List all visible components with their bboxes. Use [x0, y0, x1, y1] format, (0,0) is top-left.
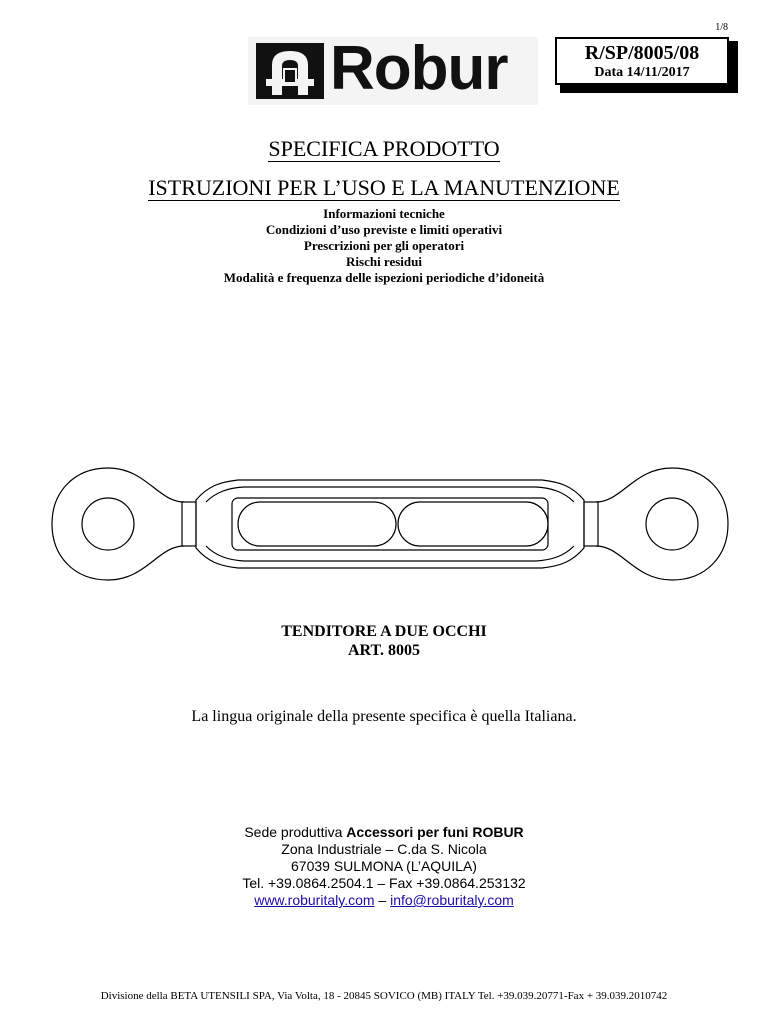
- address-block: [0, 824, 768, 909]
- page-footer: Divisione della BETA UTENSILI SPA, Via Volta, 18 - 20845 SOVICO (MB) ITALY Tel. +39.039.20771-Fax + 39.039.2010742: [100, 990, 668, 1002]
- topic-item: Informazioni tecniche: [323, 206, 445, 221]
- page-title: SPECIFICA PRODOTTO: [268, 136, 500, 161]
- product-name: TENDITORE A DUE OCCHI: [281, 623, 487, 640]
- address-line-4: Tel. +39.0864.2504.1 – Fax +39.0864.253132: [242, 875, 526, 891]
- company-name: Accessori per funi ROBUR: [346, 824, 524, 840]
- turnbuckle-drawing-icon: [48, 462, 732, 586]
- doc-reference-box: [555, 37, 729, 85]
- address-links: www.roburitaly.com – info@roburitaly.com: [254, 892, 514, 908]
- robur-logo: [248, 34, 538, 105]
- language-note: La lingua originale della presente specifica è quella Italiana.: [191, 708, 577, 725]
- doc-code: R/SP/8005/08: [584, 42, 700, 64]
- topic-item: Rischi residui: [346, 254, 422, 269]
- topic-item: Condizioni d’uso previste e limiti operativi: [265, 222, 503, 237]
- logo-wordmark: Robur: [330, 34, 508, 103]
- website-link[interactable]: www.roburitaly.com: [254, 892, 375, 908]
- page-subtitle: ISTRUZIONI PER L’USO E LA MANUTENZIONE: [148, 175, 620, 200]
- topics-list: [0, 206, 768, 286]
- address-line-2: Zona Industriale – C.da S. Nicola: [281, 841, 487, 857]
- topic-item: Prescrizioni per gli operatori: [303, 238, 465, 253]
- product-article: ART. 8005: [347, 642, 421, 659]
- page-number: 1/8: [715, 22, 728, 33]
- address-line-1: Sede produttiva Accessori per funi ROBUR: [244, 824, 524, 840]
- topic-item: Modalità e frequenza delle ispezioni periodiche d’idoneità: [223, 270, 545, 285]
- doc-date: Data 14/11/2017: [594, 65, 690, 80]
- product-heading: [0, 622, 768, 660]
- email-link[interactable]: info@roburitaly.com: [390, 892, 514, 908]
- shackle-logo-icon: [254, 41, 326, 101]
- address-line-3: 67039 SULMONA (L’AQUILA): [291, 858, 477, 874]
